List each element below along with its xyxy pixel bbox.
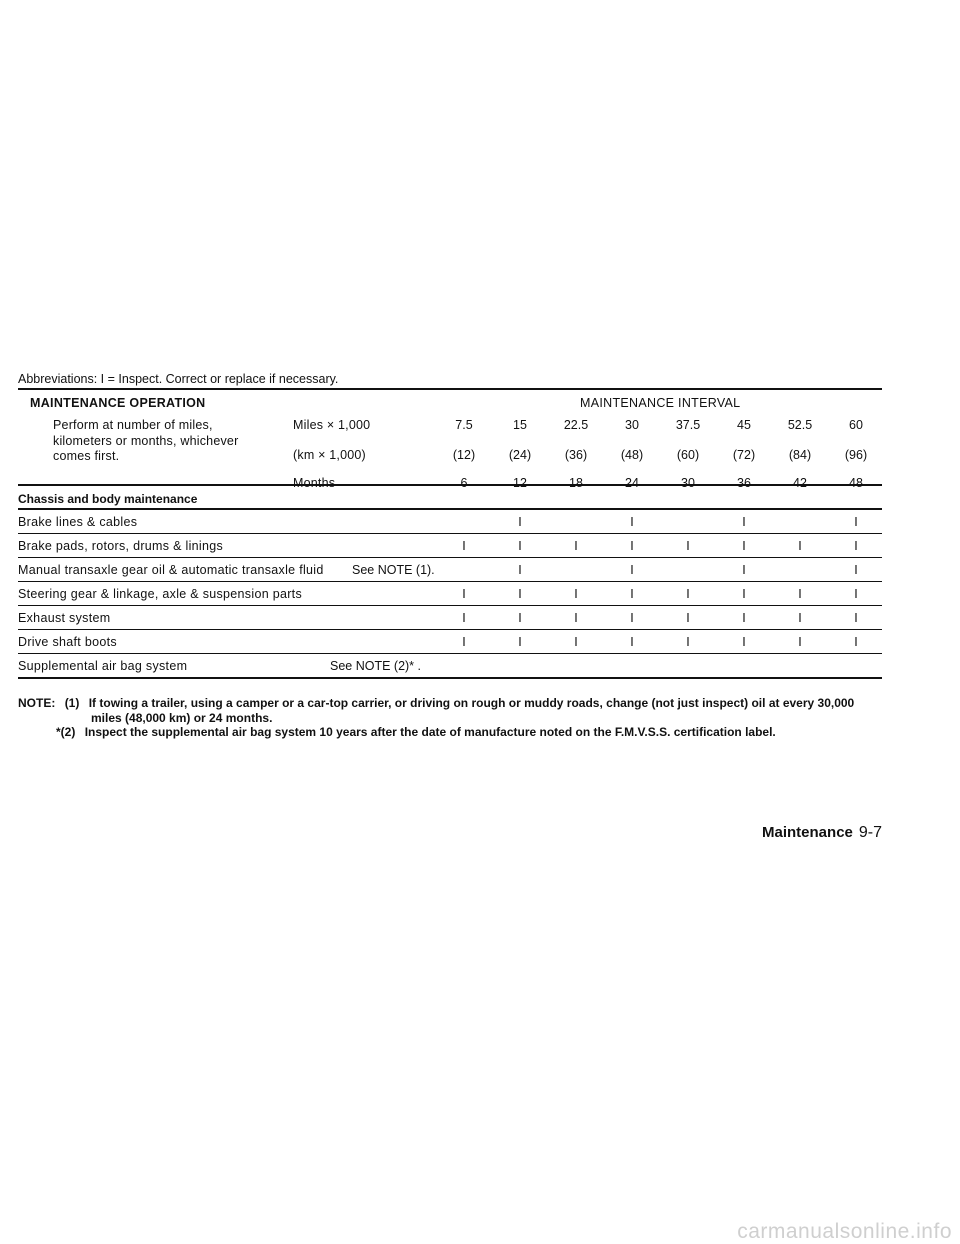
interval-mark: I bbox=[630, 635, 634, 649]
operation-label: Brake lines & cables bbox=[18, 515, 138, 529]
interval-mark: I bbox=[854, 635, 858, 649]
interval-value: (72) bbox=[732, 448, 756, 462]
interval-mark: I bbox=[462, 587, 466, 601]
interval-value: 45 bbox=[737, 418, 751, 432]
interval-mark: I bbox=[686, 611, 690, 625]
interval-mark: I bbox=[742, 539, 746, 553]
interval-mark: I bbox=[686, 635, 690, 649]
interval-value: 18 bbox=[569, 476, 583, 490]
interval-mark: I bbox=[574, 587, 578, 601]
table-row bbox=[18, 582, 882, 605]
interval-mark: I bbox=[630, 587, 634, 601]
interval-mark: I bbox=[630, 611, 634, 625]
interval-mark: I bbox=[574, 539, 578, 553]
note-1-number: (1) bbox=[64, 696, 80, 710]
section-heading-row bbox=[18, 486, 882, 508]
interval-value: 48 bbox=[849, 476, 863, 490]
interval-mark: I bbox=[686, 539, 690, 553]
interval-value: 7.5 bbox=[455, 418, 473, 432]
note-2-number: *(2) bbox=[56, 725, 76, 739]
operation-column-title: MAINTENANCE OPERATION bbox=[30, 396, 206, 410]
interval-mark: I bbox=[854, 587, 858, 601]
interval-column-title: MAINTENANCE INTERVAL bbox=[580, 396, 741, 410]
interval-row-label: Months bbox=[293, 476, 336, 490]
interval-mark: I bbox=[518, 515, 522, 529]
interval-mark: I bbox=[742, 587, 746, 601]
interval-mark: I bbox=[742, 563, 746, 577]
interval-header-block bbox=[18, 412, 882, 490]
interval-mark: I bbox=[574, 611, 578, 625]
interval-value: 6 bbox=[460, 476, 468, 490]
interval-mark: I bbox=[798, 539, 802, 553]
interval-mark: I bbox=[518, 539, 522, 553]
operation-label: Supplemental air bag system bbox=[18, 659, 188, 673]
interval-value: 15 bbox=[513, 418, 527, 432]
footer-section-title: Maintenance bbox=[762, 824, 853, 841]
operation-label: Brake pads, rotors, drums & linings bbox=[18, 539, 224, 553]
interval-mark: I bbox=[742, 611, 746, 625]
table-row bbox=[18, 606, 882, 629]
interval-mark: I bbox=[630, 563, 634, 577]
maintenance-schedule-table bbox=[18, 388, 882, 679]
page-footer bbox=[762, 824, 882, 842]
interval-value: 42 bbox=[793, 476, 807, 490]
notes-block bbox=[18, 696, 888, 740]
interval-value: 37.5 bbox=[675, 418, 701, 432]
table-row bbox=[18, 654, 882, 677]
interval-mark: I bbox=[798, 587, 802, 601]
interval-mark: I bbox=[630, 539, 634, 553]
interval-value: (60) bbox=[676, 448, 700, 462]
table-row bbox=[18, 558, 882, 581]
interval-row-label: Miles × 1,000 bbox=[293, 418, 371, 432]
note-1-text: If towing a trailer, using a camper or a car-top carrier, or driving on rough or muddy roads, change (not just inspect) oil at every 30,000 bbox=[88, 696, 855, 710]
note-prefix: NOTE: bbox=[18, 696, 56, 710]
interval-mark: I bbox=[462, 611, 466, 625]
interval-mark: I bbox=[798, 635, 802, 649]
operation-label: Drive shaft boots bbox=[18, 635, 117, 649]
interval-mark: I bbox=[798, 611, 802, 625]
interval-value: (12) bbox=[452, 448, 476, 462]
interval-value: (36) bbox=[564, 448, 588, 462]
note-1-line-1 bbox=[18, 696, 888, 711]
interval-value: (24) bbox=[508, 448, 532, 462]
interval-mark: I bbox=[574, 635, 578, 649]
interval-mark: I bbox=[462, 635, 466, 649]
interval-mark: I bbox=[518, 563, 522, 577]
interval-value: 30 bbox=[625, 418, 639, 432]
interval-mark: I bbox=[518, 587, 522, 601]
maintenance-rows bbox=[18, 510, 882, 677]
interval-mark: I bbox=[630, 515, 634, 529]
interval-value: 12 bbox=[513, 476, 527, 490]
interval-mark: I bbox=[518, 635, 522, 649]
operation-label: Steering gear & linkage, axle & suspension parts bbox=[18, 587, 303, 601]
interval-value: 36 bbox=[737, 476, 751, 490]
interval-mark: I bbox=[518, 611, 522, 625]
page-number: 9-7 bbox=[858, 824, 882, 841]
note-1-line-2 bbox=[18, 711, 888, 726]
interval-value: 60 bbox=[849, 418, 863, 432]
table-row bbox=[18, 630, 882, 653]
interval-mark: I bbox=[854, 539, 858, 553]
operation-label: Exhaust system bbox=[18, 611, 111, 625]
watermark: carmanualsonline.info bbox=[737, 1220, 952, 1243]
interval-value: (96) bbox=[844, 448, 868, 462]
operation-label: Manual transaxle gear oil & automatic transaxle fluid bbox=[18, 563, 324, 577]
interval-value: (48) bbox=[620, 448, 644, 462]
interval-mark: I bbox=[854, 563, 858, 577]
interval-value: 30 bbox=[681, 476, 695, 490]
section-title: Chassis and body maintenance bbox=[18, 492, 198, 506]
interval-mark: I bbox=[742, 515, 746, 529]
interval-value: 22.5 bbox=[563, 418, 589, 432]
perform-instruction: Perform at number of miles, kilometers or months, whichever comes first. bbox=[53, 418, 239, 463]
note-2-text: Inspect the supplemental air bag system 10 years after the date of manufacture noted on the F.M.V.S.S. certification label. bbox=[84, 725, 776, 739]
note-2-line bbox=[18, 725, 888, 740]
interval-mark: I bbox=[686, 587, 690, 601]
abbreviations-line: Abbreviations: I = Inspect. Correct or replace if necessary. bbox=[18, 372, 339, 386]
operation-note: See NOTE (1). bbox=[352, 563, 435, 577]
interval-mark: I bbox=[742, 635, 746, 649]
interval-mark: I bbox=[854, 611, 858, 625]
interval-mark: I bbox=[854, 515, 858, 529]
operation-note: See NOTE (2)* . bbox=[330, 659, 421, 673]
table-row bbox=[18, 534, 882, 557]
interval-mark: I bbox=[462, 539, 466, 553]
table-header-row bbox=[18, 390, 882, 412]
interval-value: (84) bbox=[788, 448, 812, 462]
table-row bbox=[18, 510, 882, 533]
interval-value: 52.5 bbox=[787, 418, 813, 432]
interval-value: 24 bbox=[625, 476, 639, 490]
note-1-continuation: miles (48,000 km) or 24 months. bbox=[91, 710, 273, 725]
interval-row-label: (km × 1,000) bbox=[293, 448, 366, 462]
table-bottom-rule bbox=[18, 677, 882, 679]
